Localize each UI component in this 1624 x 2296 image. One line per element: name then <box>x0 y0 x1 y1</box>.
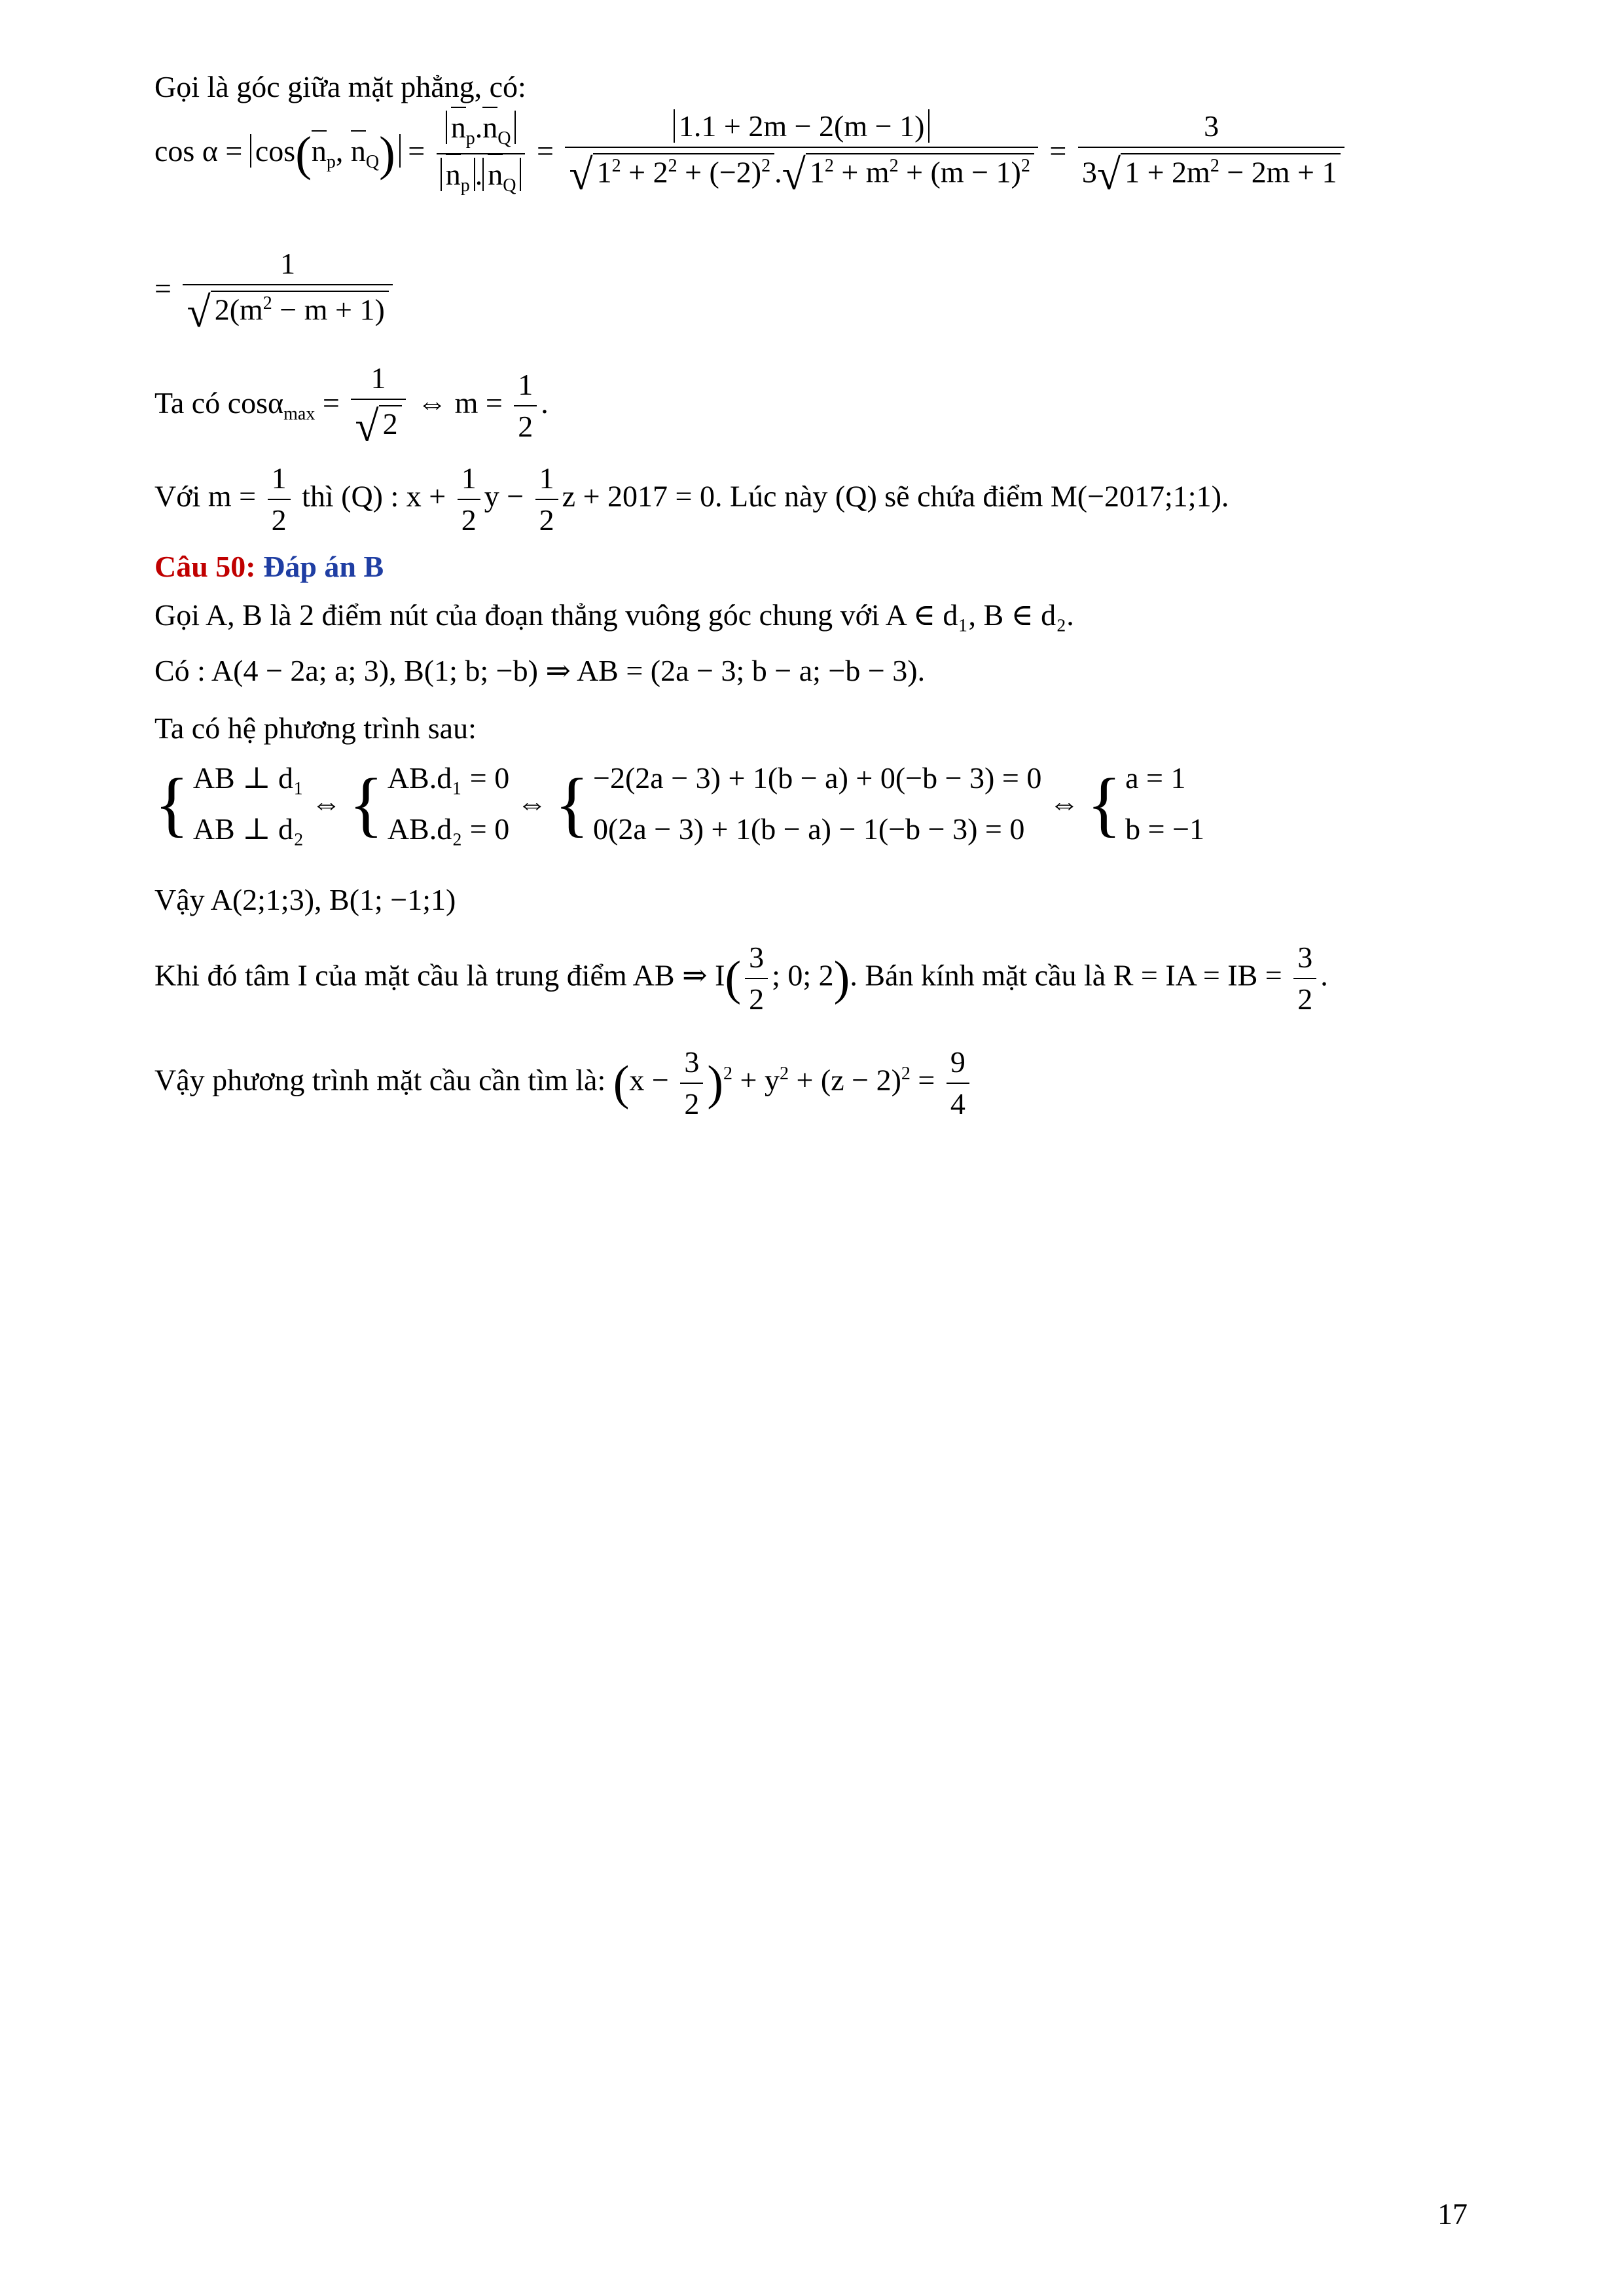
coordinates-line: Có : A(4 − 2a; a; 3), B(1; b; −b) ⇒ AB = (2a − 3; b − a; −b − 3). <box>154 654 926 687</box>
intro-line: Gọi là góc giữa mặt phẳng, có: <box>154 70 526 103</box>
question-heading: Câu 50: Đáp án B <box>154 550 384 583</box>
equation-system: { AB ⊥ d₁ AB ⊥ d₂ ⇔ { AB.d₁ = 0 AB.d₂ = 0 ⇔ { −2(2a − 3) + 1(b − a) + 0(−b − 3) = 0 0(2a − 3) + 1(b − a) − 1(−b − 3) = 0 ⇔ { a = 1 b = −1 <box>154 761 1205 846</box>
cos-formula-continued: = $\frac{1}{√ 2(m^2 - m + 1)}$ <box>154 249 397 334</box>
substitution-line: Với m = $\frac{1}{2}$ thì (Q) : x + $\frac{1}{2}$ y − $\frac{1}{2}$ z + 2017 = 0. Lúc này (Q) sẽ chứa điểm M(−2017;1;1). <box>154 461 1229 537</box>
result-points-line: Vậy A(2;1;3), B(1; −1;1) <box>154 883 456 916</box>
cos-max-line: Ta có cosα$_{max}$ = $\frac{1}{√ 2}$ ⇔ m = $\frac{1}{2}$ . <box>154 361 549 451</box>
cos-formula-line: $\cos \alpha = \cos(n_p$, $n_Q$) = $\frac{n_p.n_Q}{n_p . n_Q}$ = $\frac{1.1 + 2m - 2(m - 1)}{√ 1^2 + 2^2 + (-2)^2 .√ 1^2 + m^2 + (m - 1)^2}$ = $\frac{3}{3√ 1 + 2m^2 - 2m + 1}$ <box>154 111 1348 197</box>
center-radius-line: Khi đó tâm I của mặt cầu là trung điểm AB ⇒ I( $\frac{3}{2}$ ; 0; 2). Bán kính mặt cầu là R = IA = IB = $\frac{3}{2}$ . <box>154 941 1328 1016</box>
page-number: 17 <box>1437 2197 1468 2231</box>
sphere-equation-line: Vậy phương trình mặt cầu cần tìm là: (x − $\frac{3}{2}$ )$^2 + y^2 + (z - 2)^2$ = $\frac{9}{4}$ <box>154 1047 973 1119</box>
points-definition-line: Gọi A, B là 2 điểm nút của đoạn thẳng vuông góc chung với A ∈ d₁, B ∈ d₂. <box>154 598 1074 632</box>
system-intro-line: Ta có hệ phương trình sau: <box>154 711 477 745</box>
